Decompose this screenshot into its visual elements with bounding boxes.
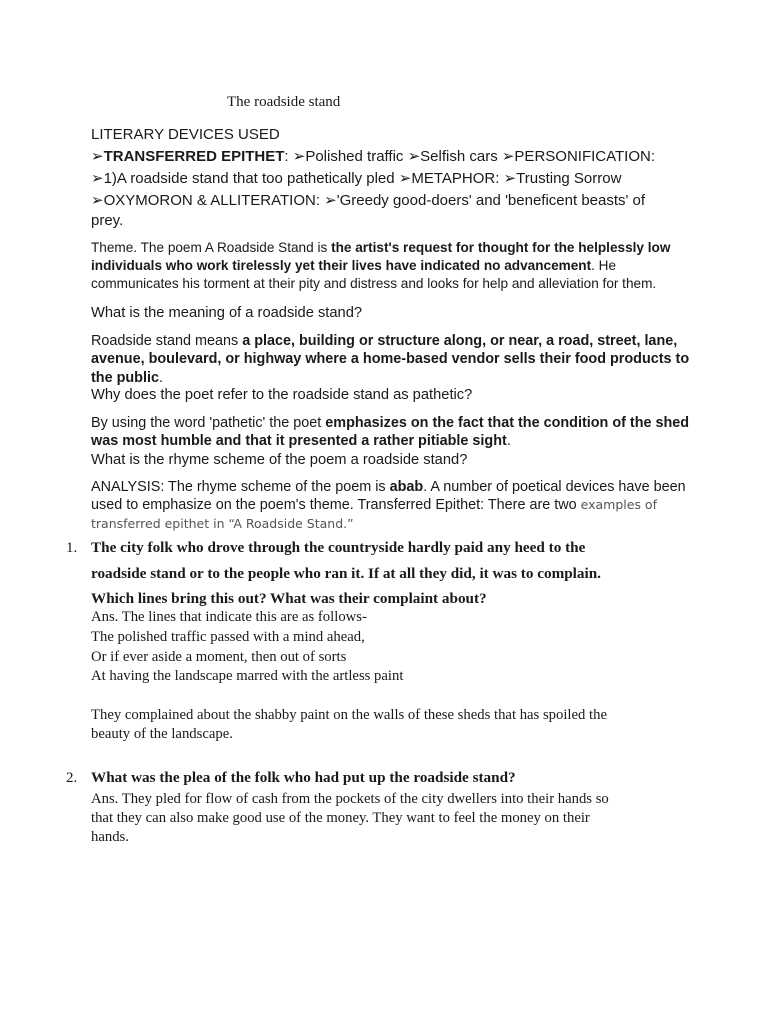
question-rhyme-scheme: What is the rhyme scheme of the poem a roadside stand? <box>91 452 468 468</box>
item-1-answer-line: At having the landscape marred with the artless paint <box>91 668 404 684</box>
answer-meaning-intro: Roadside stand means <box>91 333 243 349</box>
item-1-question-line-2: roadside stand or to the people who ran it. If at all they did, it was to complain. <box>91 565 601 582</box>
document-title: The roadside stand <box>227 94 341 110</box>
answer-pathetic-intro: By using the word 'pathetic' the poet <box>91 415 326 431</box>
item-1-number: 1. <box>66 540 78 556</box>
item-2-question: What was the plea of the folk who had put up the roadside stand? <box>91 769 516 786</box>
literary-devices-line-2: ➢1)A roadside stand that too pathetically pled ➢METAPHOR: ➢Trusting Sorrow <box>91 170 622 187</box>
answer-meaning <box>91 332 691 387</box>
item-2-answer-line-3: hands. <box>91 829 129 845</box>
analysis-rest: . A number of poetical devices have been used to emphasize on the poem's theme. Transferred Epithet: There are two <box>91 479 686 514</box>
item-1-question-line-3: Which lines bring this out? What was their complaint about? <box>91 590 487 607</box>
rhyme-scheme-bold: abab <box>389 479 424 495</box>
arrow-bullet-icon: ➢ <box>91 148 104 165</box>
literary-devices-heading: LITERARY DEVICES USED <box>91 126 280 143</box>
transferred-epithet-label: TRANSFERRED EPITHET <box>103 148 285 165</box>
answer-meaning-bold: a place, building or structure along, or near, a road, street, lane, avenue, boulevard, or highway where a home-based vendor sells their food products to the public <box>91 333 690 386</box>
item-2-answer-line-1: Ans. They pled for flow of cash from the pockets of the city dwellers into their hands so <box>91 791 609 807</box>
literary-devices-line-3: ➢OXYMORON & ALLITERATION: ➢'Greedy good-doers' and 'beneficent beasts' of <box>91 192 646 209</box>
analysis-intro: ANALYSIS: The rhyme scheme of the poem is <box>91 479 390 495</box>
item-2-number: 2. <box>66 770 78 786</box>
analysis-paragraph <box>91 478 691 533</box>
theme-bold: the artist's request for thought for the helplessly low individuals who work tirelessly yet their lives have indicated no advancement <box>91 240 671 273</box>
theme-intro: Theme. The poem A Roadside Stand is <box>91 240 332 255</box>
answer-pathetic <box>91 414 691 451</box>
item-1-complaint-line-1: They complained about the shabby paint on the walls of these sheds that has spoiled the <box>91 707 607 723</box>
literary-devices-line-1-rest: : ➢Polished traffic ➢Selfish cars ➢PERSONIFICATION: <box>284 148 655 165</box>
literary-devices-line-1 <box>91 146 691 168</box>
theme-rest: . He communicates his torment at their pity and distress and looks for help and alleviation for them. <box>91 258 657 291</box>
item-2-answer-line-2: that they can also make good use of the money. They want to feel the money on their <box>91 810 590 826</box>
analysis-grey-text: examples of transferred epithet in “A Roadside Stand.” <box>91 497 657 531</box>
item-1-answer-line: Ans. The lines that indicate this are as follows- <box>91 609 367 625</box>
question-pathetic: Why does the poet refer to the roadside stand as pathetic? <box>91 387 473 403</box>
item-1-answer-line: The polished traffic passed with a mind ahead, <box>91 629 365 645</box>
item-1-answer-line: Or if ever aside a moment, then out of sorts <box>91 649 347 665</box>
answer-pathetic-end: . <box>506 433 511 450</box>
literary-devices-line-4: prey. <box>91 212 124 229</box>
answer-meaning-end: . <box>158 369 163 386</box>
question-meaning: What is the meaning of a roadside stand? <box>91 305 363 321</box>
item-1-complaint-line-2: beauty of the landscape. <box>91 726 233 742</box>
item-1-question-line-1: The city folk who drove through the countryside hardly paid any heed to the <box>91 539 586 556</box>
answer-pathetic-bold: emphasizes on the fact that the condition of the shed was most humble and that it presented a rather pitiable sight <box>91 415 690 450</box>
theme-paragraph <box>91 239 691 293</box>
